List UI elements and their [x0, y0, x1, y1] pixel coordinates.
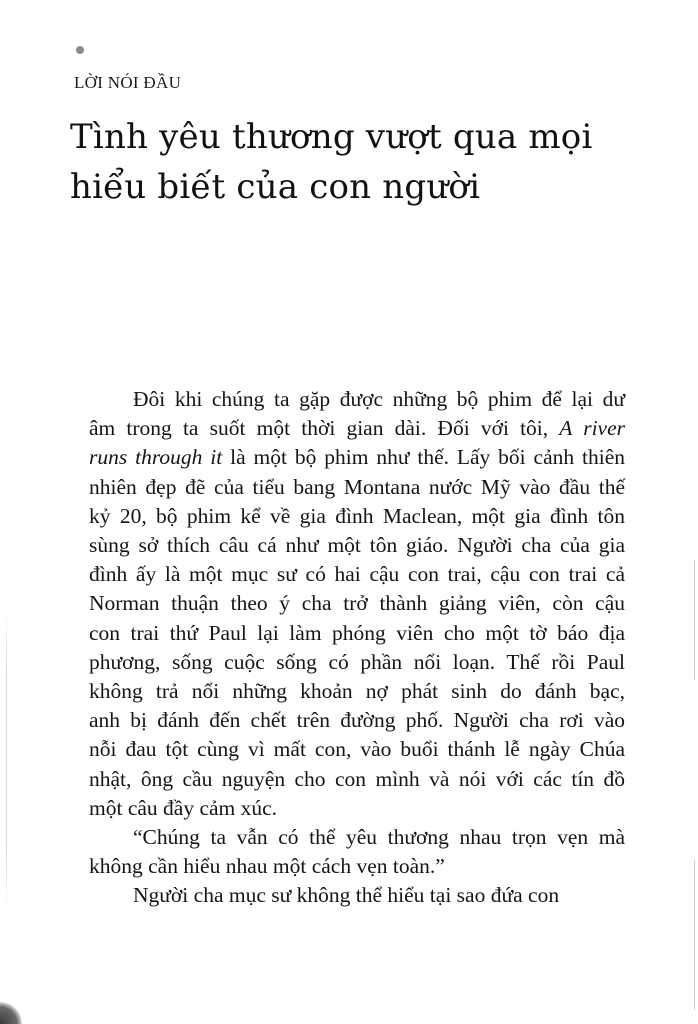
scan-gutter-line — [6, 610, 7, 910]
body-line: nỗi đau tột cùng vì mất con, vào buổi thánh lễ ngày Chúa — [89, 737, 625, 762]
title-line: hiểu biết của con người — [70, 167, 481, 207]
section-label: LỜI NÓI ĐẦU — [74, 73, 182, 92]
body-line: không cần hiểu nhau một cách vẹn toàn.” — [89, 854, 445, 879]
body-line: âm trong ta suốt một thời gian dài. Đối với tôi, A river — [89, 416, 625, 441]
film-title: A river — [559, 416, 625, 441]
scan-edge-mark — [694, 560, 695, 680]
chapter-title — [70, 112, 593, 212]
body-line: phương, sống cuộc sống có phần nổi loạn. Thế rồi Paul — [89, 649, 625, 674]
title-line: Tình yêu thương vượt qua mọi — [70, 117, 593, 157]
body-text — [89, 385, 625, 911]
body-line: Đôi khi chúng ta gặp được những bộ phim để lại dư — [133, 387, 625, 411]
body-line: “Chúng ta vẫn có thể yêu thương nhau trọn vẹn mà — [133, 825, 625, 850]
body-line: nhiên đẹp đẽ của tiểu bang Montana nước Mỹ vào đầu thế — [89, 474, 625, 499]
decorative-dot-icon — [76, 46, 84, 54]
body-line: sùng sở thích câu cá như một tôn giáo. Người cha của gia — [89, 533, 625, 558]
body-line: con trai thứ Paul lại làm phóng viên cho một tờ báo địa — [89, 620, 625, 645]
body-line: kỷ 20, bộ phim kể về gia đình Maclean, một gia đình tôn — [89, 503, 625, 528]
body-line: một câu đầy cảm xúc. — [89, 795, 278, 820]
body-line: anh bị đánh đến chết trên đường phố. Người cha rơi vào — [89, 708, 625, 733]
scan-edge-mark — [694, 860, 695, 1010]
body-line: Norman thuận theo ý cha trở thành giảng viên, còn cậu — [89, 591, 625, 616]
body-line: runs through it là một bộ phim như thế. Lấy bối cảnh thiên — [89, 445, 625, 470]
body-line: Người cha mục sư không thể hiểu tại sao đứa con — [133, 883, 560, 908]
body-line: đình ấy là một mục sư có hai cậu con trai, cậu con trai cả — [89, 562, 625, 587]
body-line: không trả nổi những khoản nợ phát sinh do đánh bạc, — [89, 679, 625, 704]
film-title: runs through it — [89, 445, 223, 470]
body-line: nhật, ông cầu nguyện cho con mình và nói với các tín đồ — [89, 766, 625, 791]
scan-corner-shadow — [0, 1002, 22, 1024]
